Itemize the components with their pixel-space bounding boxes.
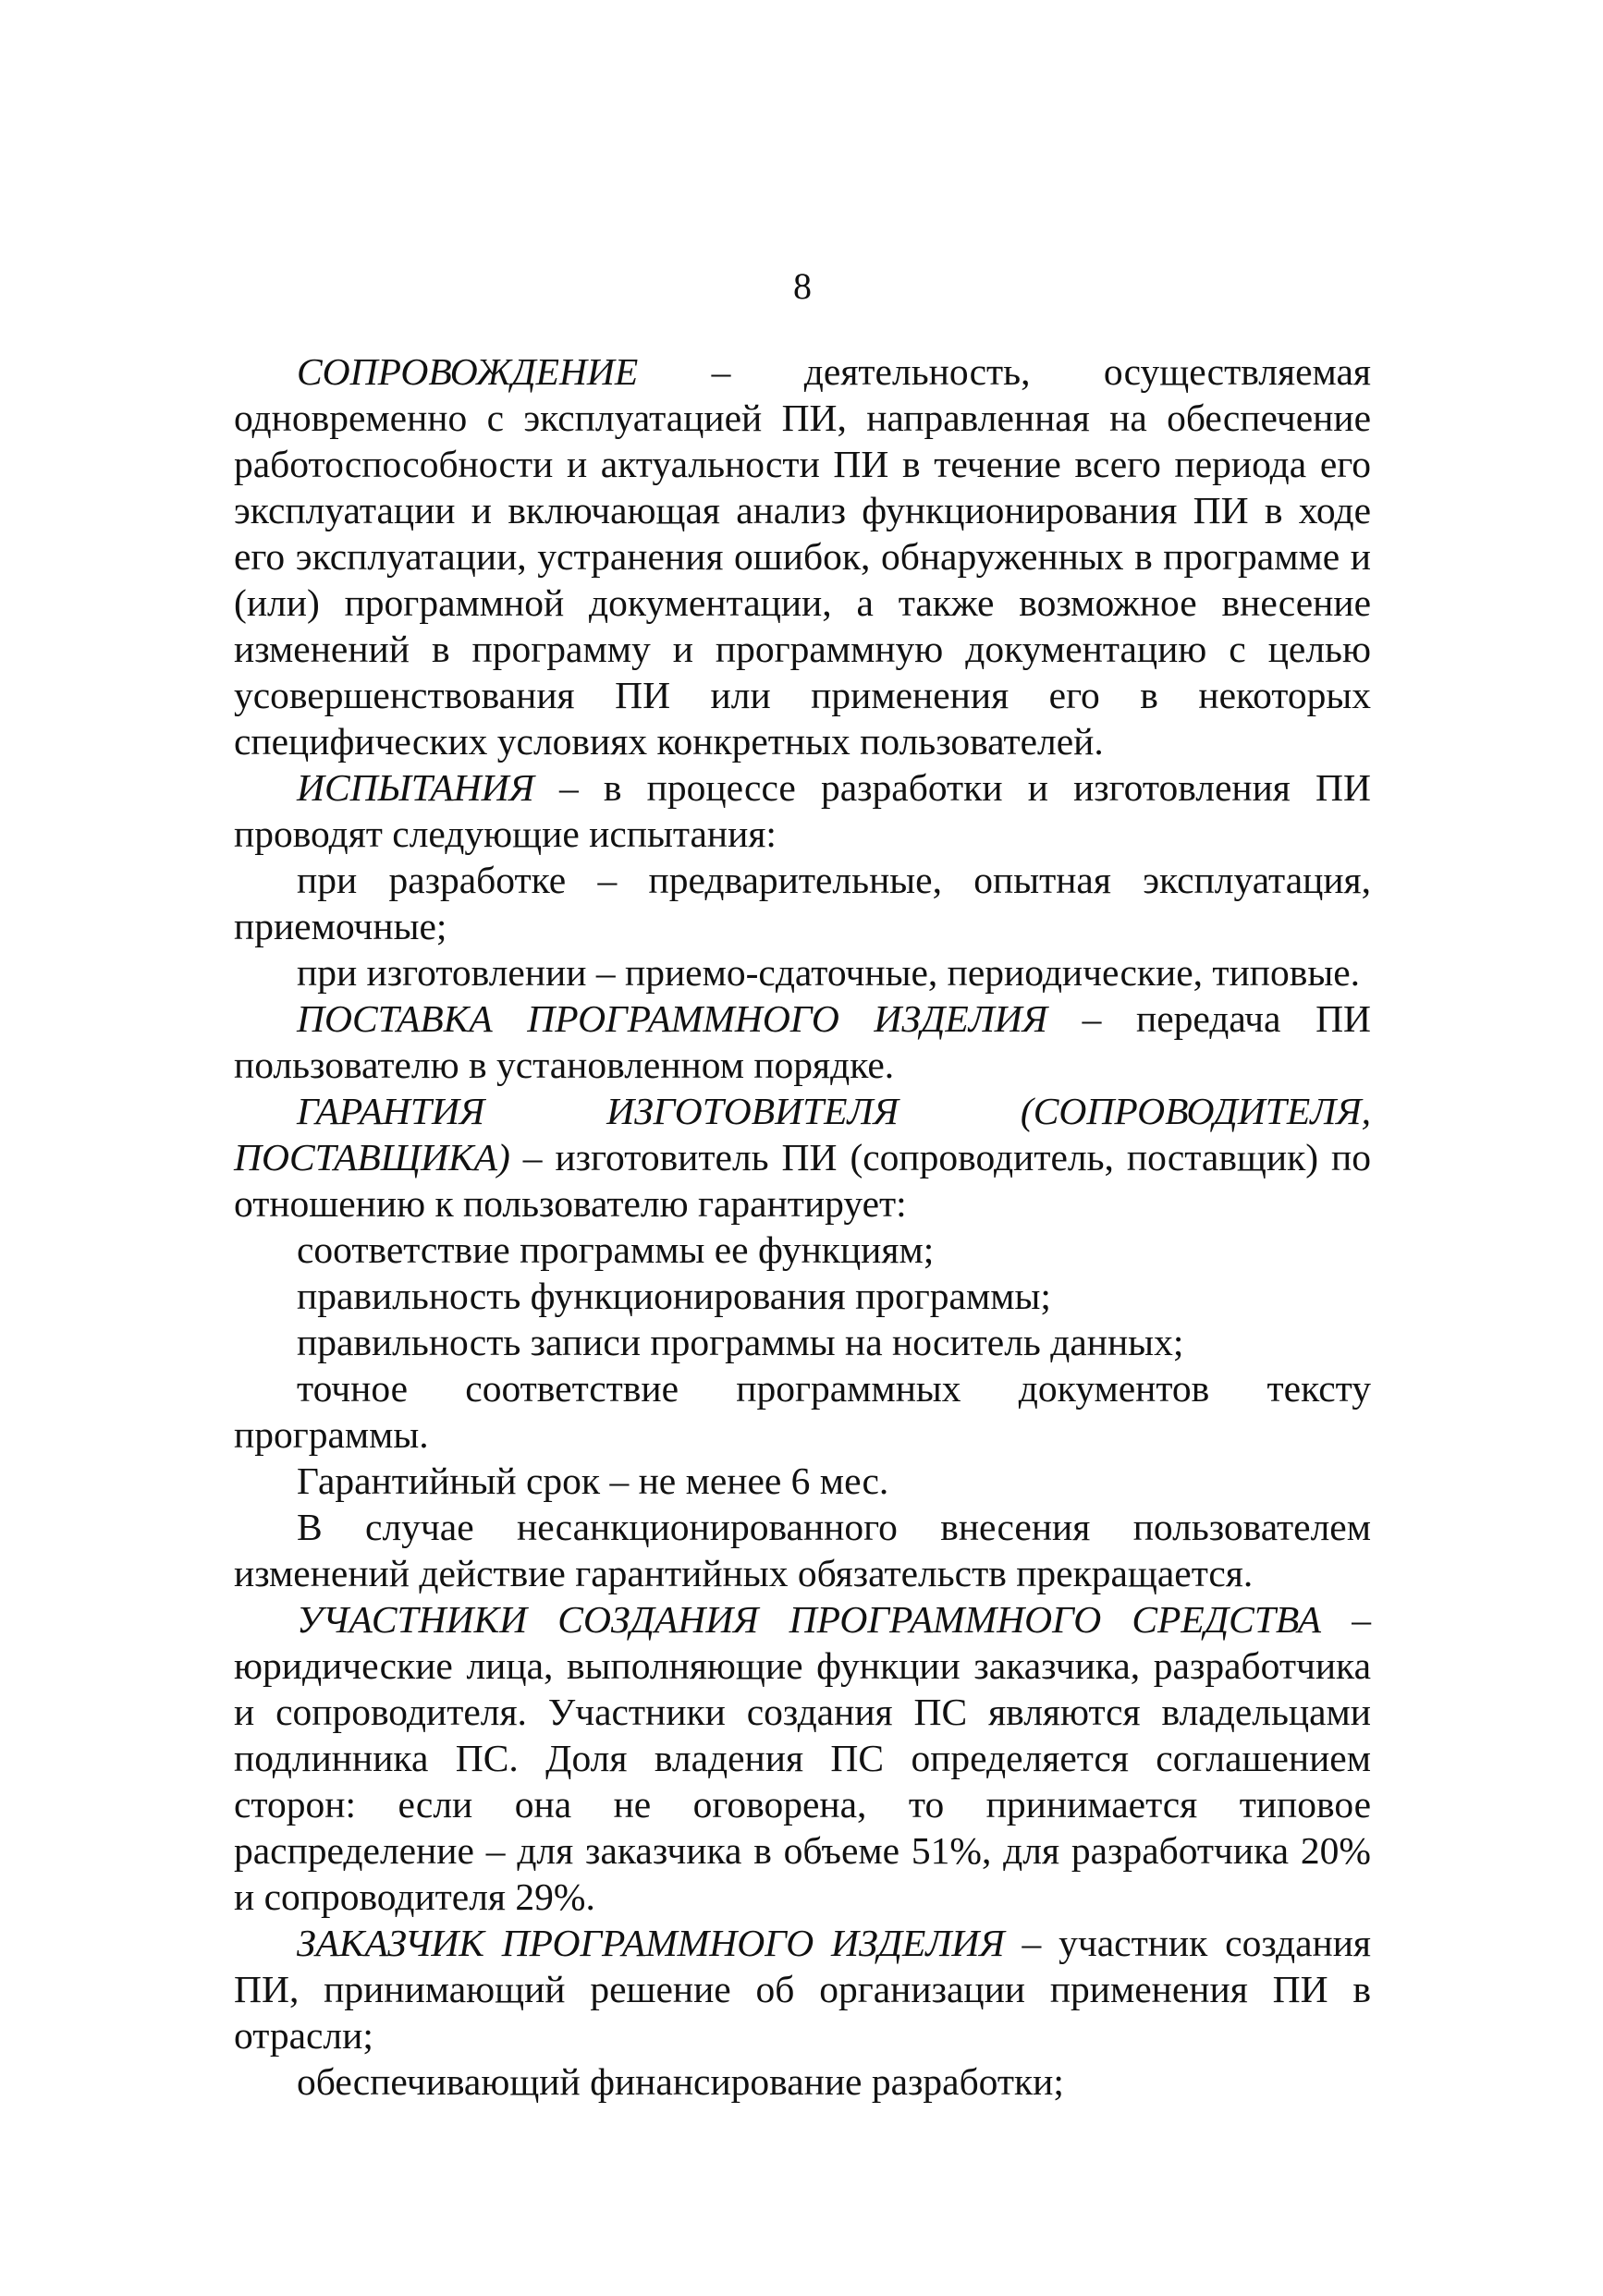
definition-delivery: – передача ПИ пользователю в установленном порядке. [234,997,1372,1086]
page-number: 8 [793,265,812,307]
term-customer: ЗАКАЗЧИК ПРОГРАММНОГО ИЗДЕЛИЯ [297,1922,1005,1964]
paragraph-maintenance [234,348,1371,764]
definition-customer: – участник создания ПИ, принимающий решение об организации применения ПИ в отрасли; [234,1922,1371,2057]
testing-manufacturing-item: при изготовлении – приемо-сдаточные, периодические, типовые. [297,951,1361,994]
warranty-termination: В случае несанкционированного внесения пользователем изменений действие гарантийных обязательств прекращается. [234,1506,1371,1594]
paragraph-participants [234,1596,1371,1920]
term-participants: УЧАСТНИКИ СОЗДАНИЯ ПРОГРАММНОГО СРЕДСТВА [297,1598,1322,1641]
testing-development-item: при разработке – предварительные, опытная эксплуатация, приемочные; [234,859,1371,947]
paragraph-testing [234,764,1371,857]
definition-testing: – в процессе разработки и изготовления ПИ проводят следующие испытания: [234,766,1371,855]
customer-financing-item: обеспечивающий финансирование разработки; [297,2060,1064,2103]
paragraph-customer [234,1920,1371,2058]
term-testing: ИСПЫТАНИЯ [297,766,534,809]
definition-participants: – юридические лица, выполняющие функции заказчика, разработчика и сопроводителя. Участники создания ПС являются владельцами подлинника ПС. Доля владения ПС определяется соглашением сторон: если она не оговорена, то принимается типовое распределение – для заказчика в объеме 51%, для разработчика 20% и сопроводителя 29%. [234,1598,1372,1918]
warranty-item-correctness: правильность функционирования программы; [297,1275,1051,1317]
warranty-period: Гарантийный срок – не менее 6 мес. [297,1459,889,1502]
warranty-item-documents: точное соответствие программных документов тексту программы. [234,1367,1371,1456]
document-page [234,263,1371,2105]
definition-maintenance: – деятельность, осуществляемая одновременно с эксплуатацией ПИ, направленная на обеспечение работоспособности и актуальности ПИ в течение всего периода его эксплуатации и включающая анализ функционирования ПИ в ходе его эксплуатации, устранения ошибок, обнаруженных в программе и (или) программной документации, а также возможное внесение изменений в программу и программную документацию с целью усовершенствования ПИ или применения его в некоторых специфических условиях конкретных пользователей. [234,350,1371,763]
warranty-item-recording: правильность записи программы на носитель данных; [297,1321,1184,1363]
term-maintenance: СОПРОВОЖДЕНИЕ [297,350,639,393]
term-delivery: ПОСТАВКА ПРОГРАММНОГО ИЗДЕЛИЯ [297,997,1048,1040]
paragraph-delivery [234,995,1371,1088]
definition-warranty: – изготовитель ПИ (сопроводитель, поставщик) по отношению к пользователю гарантирует: [234,1136,1371,1225]
warranty-item-functions: соответствие программы ее функциям; [297,1228,935,1271]
term-warranty: ГАРАНТИЯ ИЗГОТОВИТЕЛЯ (СОПРОВОДИТЕЛЯ, ПОСТАВЩИКА) [234,1090,1371,1179]
paragraph-warranty [234,1088,1371,1227]
